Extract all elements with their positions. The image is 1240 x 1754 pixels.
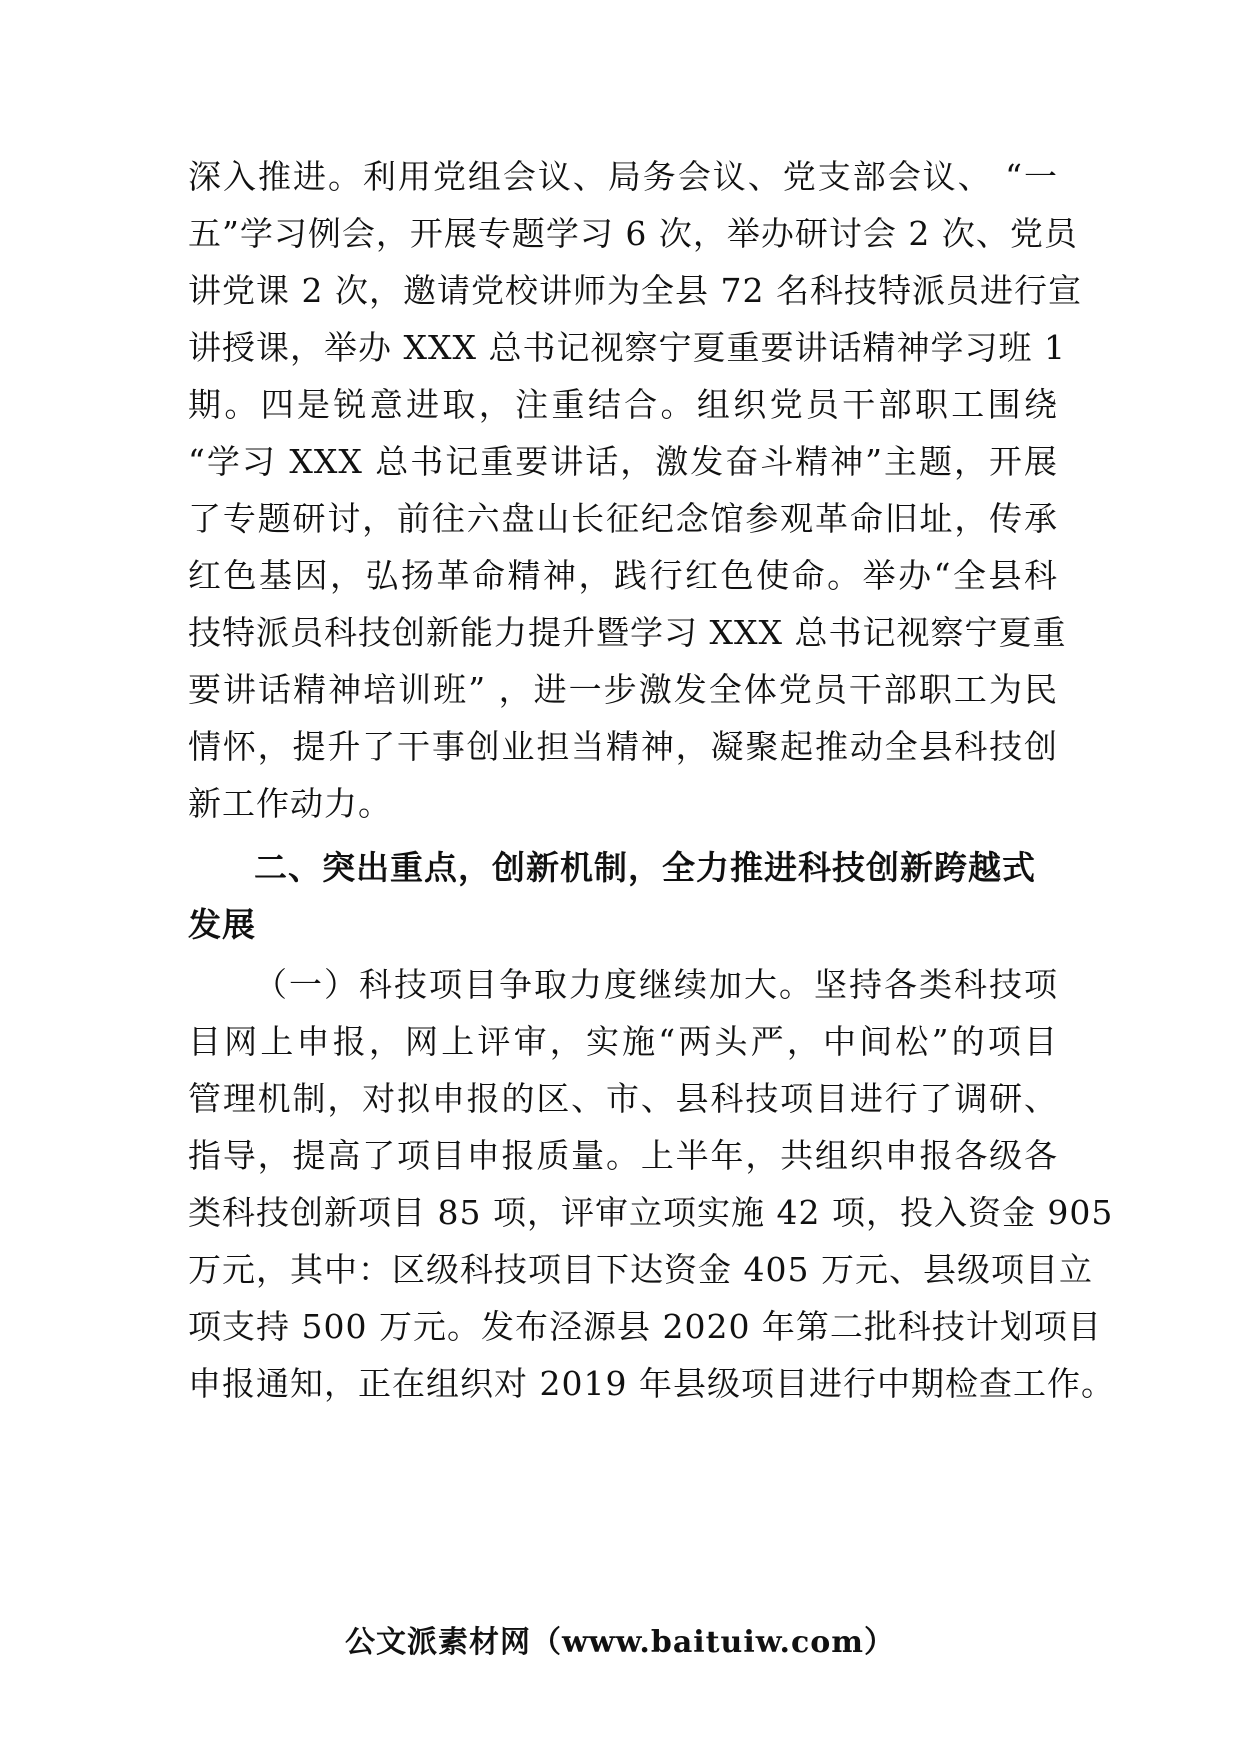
paragraph-line: “学习 XXX 总书记重要讲话，激发奋斗精神”主题，开展: [188, 442, 1058, 481]
paragraph-line: （一）科技项目争取力度继续加大。坚持各类科技项: [254, 965, 1058, 1004]
paragraph-line: 要讲话精神培训班” ，进一步激发全体党员干部职工为民: [188, 670, 1058, 709]
paragraph-line: 目网上申报，网上评审，实施“两头严，中间松”的项目: [188, 1022, 1058, 1061]
paragraph-line: 万元，其中：区级科技项目下达资金 405 万元、县级项目立: [188, 1250, 1093, 1289]
paragraph-line: 情怀，提升了干事创业担当精神，凝聚起推动全县科技创: [188, 727, 1058, 766]
paragraph-line: 讲党课 2 次，邀请党校讲师为全县 72 名科技特派员进行宣: [188, 271, 1082, 310]
paragraph-line: 深入推进。利用党组会议、局务会议、党支部会议、 “一: [188, 157, 1058, 196]
paragraph-line: 技特派员科技创新能力提升暨学习 XXX 总书记视察宁夏重: [188, 613, 1067, 652]
paragraph-line: 期。四是锐意进取，注重结合。组织党员干部职工围绕: [188, 385, 1058, 424]
paragraph-line: 新工作动力。: [188, 784, 392, 823]
paragraph-line: 了专题研讨，前往六盘山长征纪念馆参观革命旧址，传承: [188, 499, 1058, 538]
paragraph-line: 类科技创新项目 85 项，评审立项实施 42 项，投入资金 905: [188, 1193, 1114, 1232]
section-heading-continuation: 发展: [188, 905, 256, 944]
paragraph-line: 项支持 500 万元。发布泾源县 2020 年第二批科技计划项目: [188, 1307, 1102, 1346]
paragraph-line: 红色基因，弘扬革命精神，践行红色使命。举办“全县科: [188, 556, 1058, 595]
paragraph-line: 管理机制，对拟申报的区、市、县科技项目进行了调研、: [188, 1079, 1058, 1118]
paragraph-line: 讲授课，举办 XXX 总书记视察宁夏重要讲话精神学习班 1: [188, 328, 1066, 367]
paragraph-line: 指导，提高了项目申报质量。上半年，共组织申报各级各: [188, 1136, 1058, 1175]
footer-source-text: 公文派素材网（www.baituiw.com）: [344, 1625, 896, 1660]
paragraph-line: 五”学习例会，开展专题学习 6 次，举办研讨会 2 次、党员: [188, 214, 1078, 253]
section-heading: 二、突出重点，创新机制，全力推进科技创新跨越式: [254, 848, 1036, 887]
paragraph-line: 申报通知，正在组织对 2019 年县级项目进行中期检查工作。: [188, 1364, 1115, 1403]
